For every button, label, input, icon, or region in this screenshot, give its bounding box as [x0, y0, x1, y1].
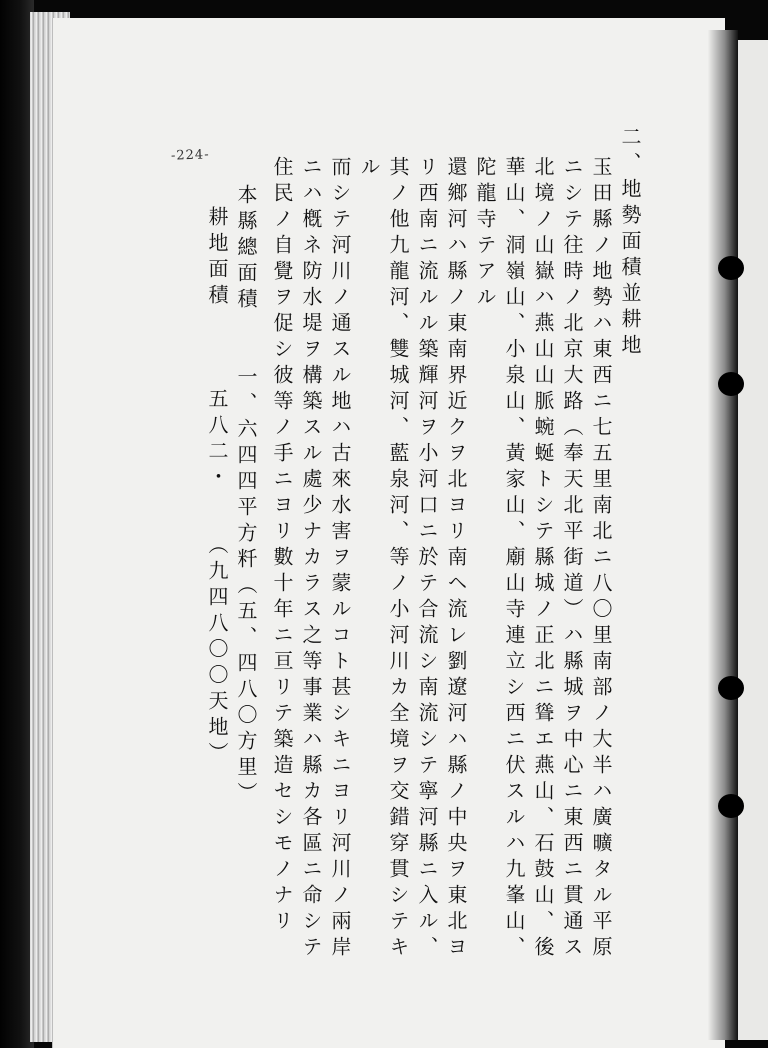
text-column: 玉田縣ノ地勢ハ東西ニ七五里南北ニ八〇里南部ノ大半ハ廣曠タル平原 — [589, 156, 613, 962]
total-area-line: 本縣總面積 一、六四四平方粁（五、四八〇方里） — [234, 184, 258, 808]
binding-hole — [718, 676, 744, 700]
binding-hole — [718, 794, 744, 818]
text-column: 住民ノ自覺ヲ促シ彼等ノ手ニヨリ數十年ニ亘リテ築造セシモノナリ — [270, 156, 294, 936]
page-number: -224- — [170, 147, 210, 164]
text-column: 還鄉河ハ縣ノ東南界近クヲ北ヨリ南ヘ流レ劉遼河ハ縣ノ中央ヲ東北ヨ — [444, 156, 468, 962]
facing-page-edge — [736, 40, 768, 1040]
text-column: リ西南ニ流ルル築輝河ヲ小河口ニ於テ合流シ南流シテ寧河縣ニ入ル、 — [415, 156, 439, 962]
text-column: ル — [357, 156, 381, 182]
binding-hole — [718, 256, 744, 280]
binding-shadow — [708, 30, 738, 1040]
text-column: 陀龍寺テアル — [473, 156, 497, 312]
text-column: 其ノ他九龍河、雙城河、藍泉河、等ノ小河川カ全境ヲ交錯穿貫シテキ — [386, 156, 410, 962]
binding-hole — [718, 372, 744, 396]
text-column: 北境ノ山嶽ハ燕山山脈蜿蜒トシテ縣城ノ正北ニ聳エ燕山、石鼓山、後 — [531, 156, 555, 962]
cultivated-area-line: 耕地面積 五八二・ （九四八〇〇天地） — [205, 206, 229, 768]
text-column: 華山、洞嶺山、小泉山、黃家山、廟山寺連立シ西ニ伏スルハ九峯山、 — [502, 156, 526, 962]
section-heading: 二、地勢面積並耕地 — [618, 126, 642, 360]
text-column: ニハ槪ネ防水堤ヲ構築スル處少ナカラス之等事業ハ縣カ各區ニ命シテ — [299, 156, 323, 962]
text-column: ニシテ往時ノ北京大路（奉天北平街道）ハ縣城ヲ中心ニ東西ニ貫通ス — [560, 156, 584, 962]
text-column: 而シテ河川ノ通スル地ハ古來水害ヲ蒙ルコト甚シキニヨリ河川ノ兩岸 — [328, 156, 352, 962]
left-margin-shadow — [0, 0, 34, 1048]
book-page — [52, 18, 725, 1048]
